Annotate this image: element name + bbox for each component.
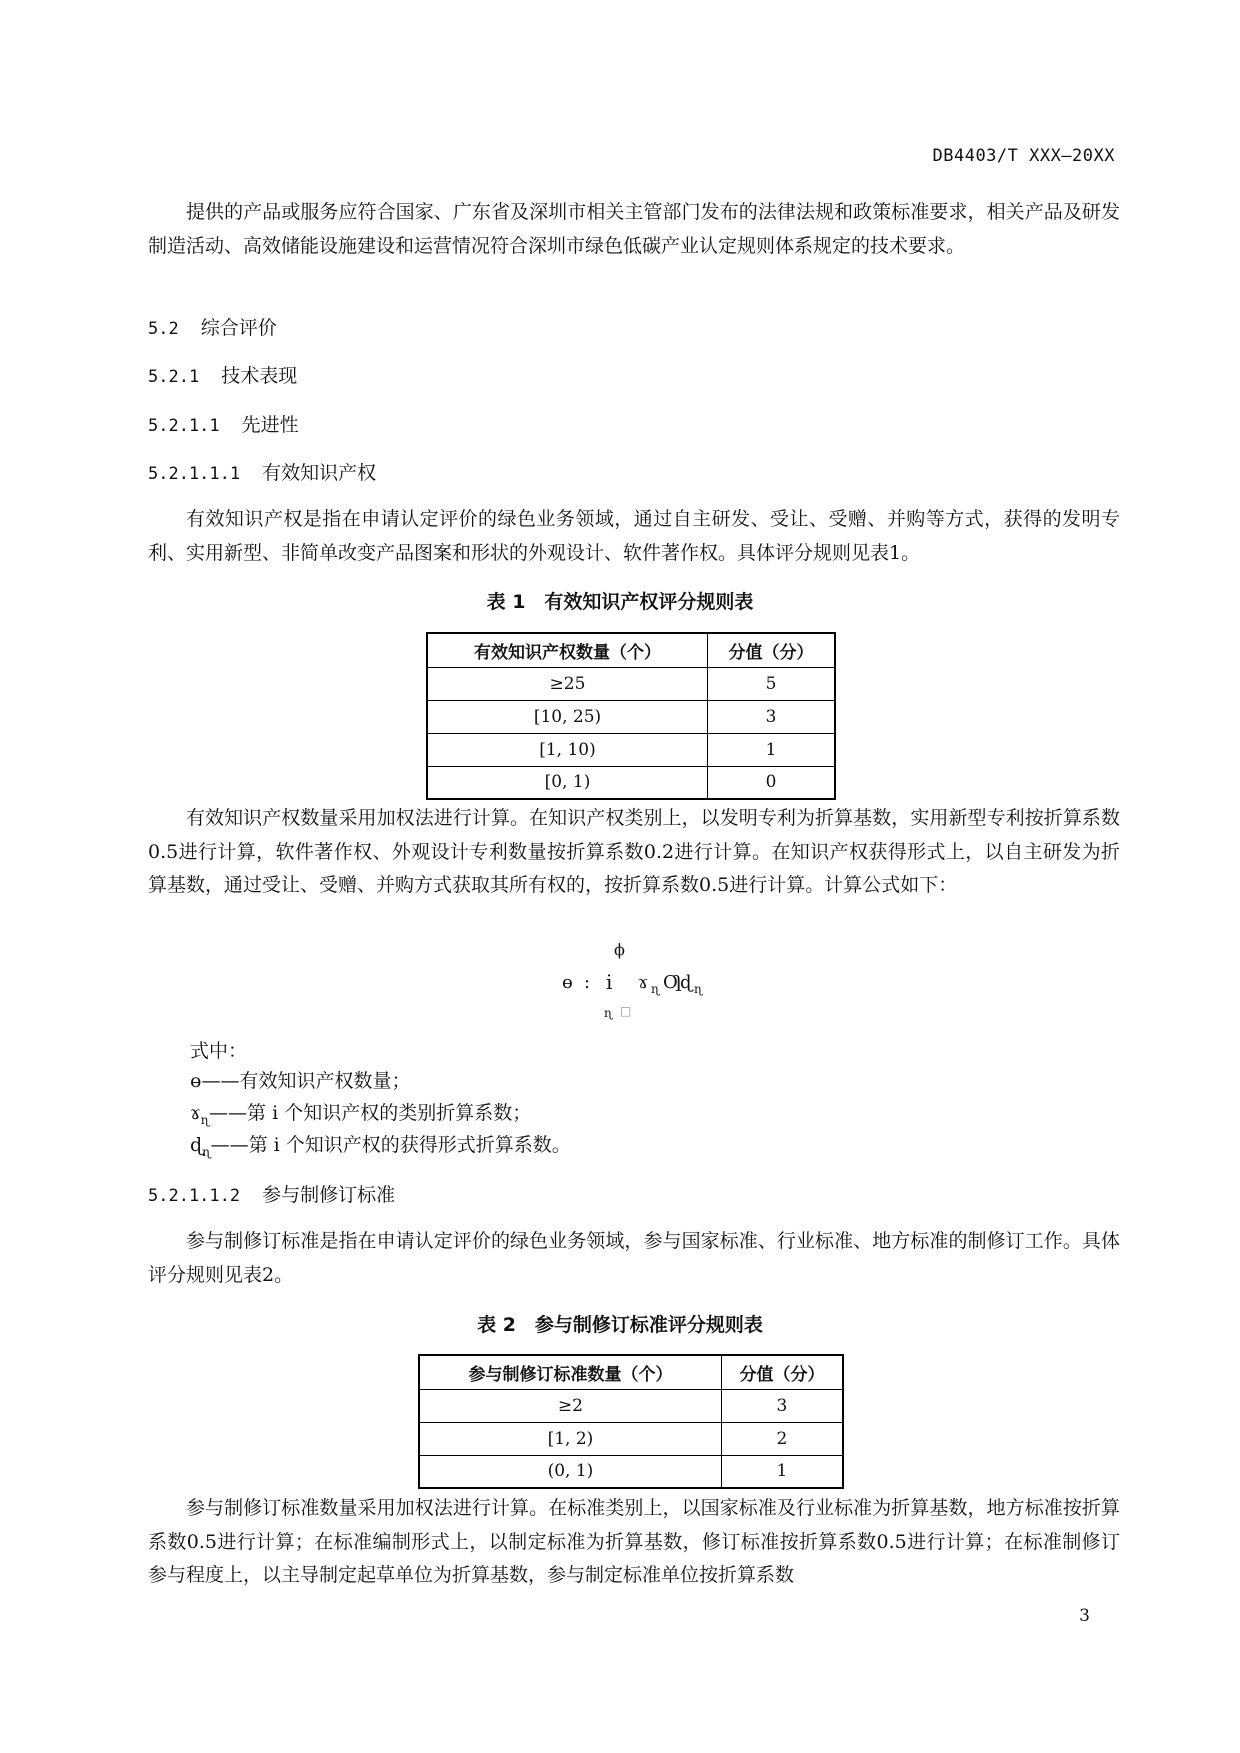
table1-ip-scoring xyxy=(426,632,836,800)
formula-lhs: ɵ xyxy=(562,972,573,993)
section-5-2-1-1-1-heading xyxy=(148,458,376,485)
doc-code-header: DB4403/T XXX—20XX xyxy=(932,146,1115,166)
table-cell: [1, 2) xyxy=(419,1422,721,1455)
section-number: 5.2.1.1.1 xyxy=(148,464,241,484)
table-cell: ≥25 xyxy=(427,667,707,700)
table-cell: 2 xyxy=(721,1422,843,1455)
standards-calculation-paragraph: 参与制修订标准数量采用加权法进行计算。在标准类别上，以国家标准及行业标准为折算基数，地方标准按折算系数0.5进行计算；在标准编制形式上，以制定标准为折算基数，修订标准按折算系数0.5进行计算；在标准制修订参与程度上，以主导制定起草单位为折算基数，参与制定标准单位按折算系数 xyxy=(148,1497,1120,1586)
section-title: 有效知识产权 xyxy=(262,462,377,484)
where-label: 式中： xyxy=(190,1040,248,1062)
table-cell: [1, 10) xyxy=(427,733,707,766)
formula-upper-limit: ϕ xyxy=(614,940,625,959)
formula-term-form: ɖ xyxy=(680,972,692,993)
formula-lower-placeholder: □ xyxy=(620,1004,632,1018)
where-subscript: ɳ xyxy=(202,1144,211,1159)
intro-paragraph: 提供的产品或服务应符合国家、广东省及深圳市相关主管部门发布的法律法规和政策标准要求，相关产品及研发制造活动、高效储能设施建设和运营情况符合深圳市绿色低碳产业认定规则体系规定的技术要求。 xyxy=(148,201,1120,257)
table2-caption: 表 2 参与制修订标准评分规则表 xyxy=(477,1314,763,1336)
ip-count-formula xyxy=(0,940,1240,1020)
where-item xyxy=(190,1098,531,1127)
section-number: 5.2.1.1 xyxy=(148,416,220,436)
section-number: 5.2.1 xyxy=(148,367,200,387)
formula-lower-index: ɳ xyxy=(604,1006,613,1020)
where-item xyxy=(190,1130,571,1159)
table-cell: 1 xyxy=(721,1455,843,1488)
table-row xyxy=(419,1422,843,1455)
table-row xyxy=(427,766,835,799)
section-title: 先进性 xyxy=(241,414,299,436)
section-number: 5.2.1.1.2 xyxy=(148,1186,241,1206)
where-text: ——第 i 个知识产权的获得形式折算系数。 xyxy=(210,1134,571,1156)
table-cell: 0 xyxy=(707,766,835,799)
section-5-2-heading xyxy=(148,313,277,340)
table-row xyxy=(427,667,835,700)
formula-sub-form: ɳ xyxy=(694,982,703,996)
table-row xyxy=(419,1389,843,1422)
formula-term-category: ɤ xyxy=(638,972,649,993)
where-symbol: ɤ xyxy=(190,1102,201,1124)
section-5-2-1-1-heading xyxy=(148,410,299,437)
where-text: ——第 i 个知识产权的类别折算系数； xyxy=(209,1102,532,1124)
standards-definition-paragraph: 参与制修订标准是指在申请认定评价的绿色业务领域，参与国家标准、行业标准、地方标准的制修订工作。具体评分规则见表2。 xyxy=(148,1230,1120,1286)
ip-calculation-paragraph: 有效知识产权数量采用加权法进行计算。在知识产权类别上，以发明专利为折算基数，实用新型专利按折算系数0.5进行计算，软件著作权、外观设计专利数量按折算系数0.2进行计算。在知识产权获得形式上，以自主研发为折算基数，通过受让、受赠、并购方式获取其所有权的，按折算系数0.5进行计算。计算公式如下： xyxy=(148,807,1120,896)
table-header-row xyxy=(427,633,835,667)
table-header-cell: 分值（分） xyxy=(707,633,835,667)
table-header-cell: 参与制修订标准数量（个） xyxy=(419,1355,721,1389)
table-row xyxy=(427,700,835,733)
section-title: 参与制修订标准 xyxy=(262,1184,396,1206)
table-cell: 3 xyxy=(707,700,835,733)
table-cell: [10, 25) xyxy=(427,700,707,733)
where-item xyxy=(190,1066,410,1093)
formula-sum-symbol: i xyxy=(606,970,613,994)
where-symbol: ɖ xyxy=(190,1134,203,1156)
table-header-cell: 分值（分） xyxy=(721,1355,843,1389)
table1-caption: 表 1 有效知识产权评分规则表 xyxy=(486,591,754,613)
section-number: 5.2 xyxy=(148,319,179,339)
where-subscript: ɳ xyxy=(200,1112,210,1127)
section-5-2-1-1-2-heading xyxy=(148,1180,395,1207)
table-cell: 3 xyxy=(721,1389,843,1422)
table-cell: (0, 1) xyxy=(419,1455,721,1488)
table-row xyxy=(419,1455,843,1488)
section-title: 综合评价 xyxy=(200,317,277,339)
ip-definition-paragraph: 有效知识产权是指在申请认定评价的绿色业务领域，通过自主研发、受让、受赠、并购等方式，获得的发明专利、实用新型、非简单改变产品图案和形状的外观设计、软件著作权。具体评分规则见表1。 xyxy=(148,508,1120,564)
where-symbol: ɵ xyxy=(190,1070,202,1092)
table2-standards-scoring xyxy=(418,1354,844,1489)
table-header-row xyxy=(419,1355,843,1389)
page-number: 3 xyxy=(1079,1606,1090,1626)
formula-operator: Ƣ xyxy=(663,972,682,993)
table-header-cell: 有效知识产权数量（个） xyxy=(427,633,707,667)
section-title: 技术表现 xyxy=(221,365,298,387)
section-5-2-1-heading xyxy=(148,361,297,388)
where-text: ——有效知识产权数量； xyxy=(201,1070,411,1092)
table-cell: 5 xyxy=(707,667,835,700)
table-cell: 1 xyxy=(707,733,835,766)
table-cell: ≥2 xyxy=(419,1389,721,1422)
table-row xyxy=(427,733,835,766)
table-cell: [0, 1) xyxy=(427,766,707,799)
formula-sub-category: ɳ xyxy=(651,982,660,996)
formula-equals: : xyxy=(584,972,591,993)
